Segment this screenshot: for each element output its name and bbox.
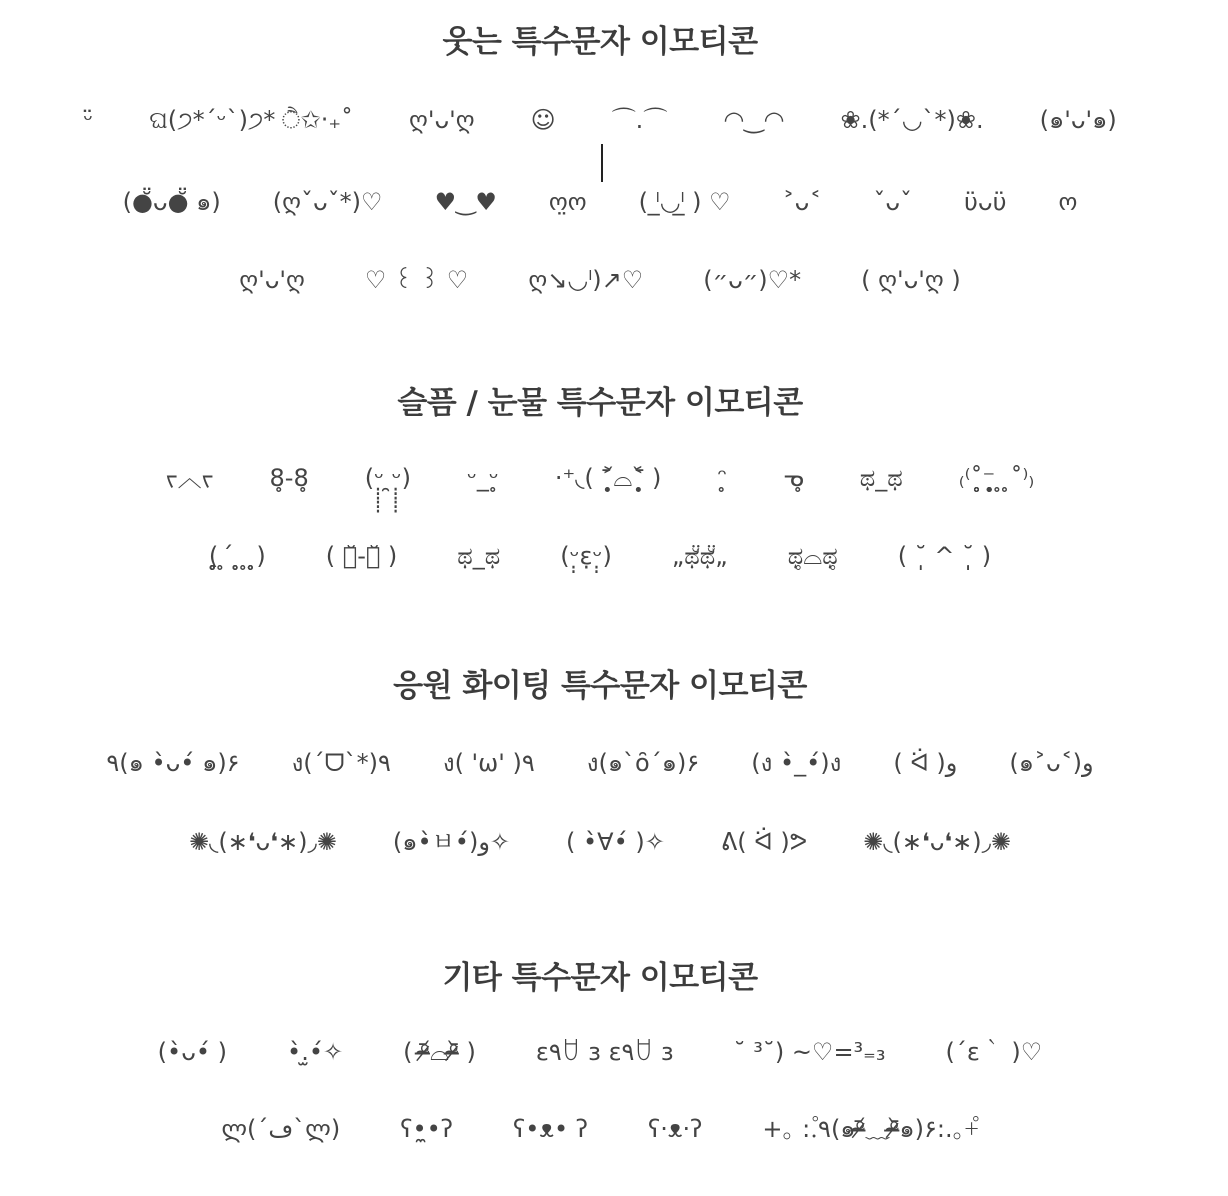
emoticon-row [0,456,1200,500]
emoticon-item[interactable]: ღ↘◡ˡ)↗♡ [528,266,644,294]
emoticon-item[interactable]: (ᵕ̣̣̣̣̣̣ ̯ᵕ̣̣̣̣̣̣) [364,464,411,492]
emoticon-item[interactable]: ᕕ( ᐛ )ᕗ [720,828,808,856]
section-title: 응원 화이팅 특수문자 이모티콘 [393,668,807,704]
emoticon-item[interactable]: ❀.(*´◡`*)❀. [840,106,984,134]
emoticon-item[interactable]: (๑•̀ㅂ•́)و✧ [392,828,511,856]
emoticon-item[interactable]: ง( 'ω' )٩ [442,749,535,777]
emoticon-item[interactable]: ·⁺◟( ˃̣̣̥᷄⌓˂̣̣̥᷅ ) [554,464,662,492]
emoticon-row [0,534,1200,578]
emoticon-item[interactable]: ˘ ³˘) ~♡=³₌₃ [733,1038,886,1066]
emoticon-item[interactable]: ˇᴗˇ [873,188,913,216]
text-cursor [601,144,603,182]
emoticon-item[interactable]: ε٩ꇴ з ε٩ꇴ з [535,1038,674,1066]
emoticon-item[interactable]: ง(๑`ȏ´๑)۶ [586,749,700,777]
emoticon-item[interactable]: ( ・̆-・̆ ) [325,542,398,570]
emoticon-item[interactable]: ᓀ̥ [783,464,804,492]
emoticon-item[interactable]: ო̤ო [548,188,587,216]
section-title: 기타 특수문자 이모티콘 [442,960,758,996]
emoticon-item[interactable]: ˃ᴗ˂ [782,188,822,216]
emoticon-item[interactable]: ☺ [530,106,556,134]
emoticon-item[interactable]: (●̆̈ᴗ●̆̈ ๑) [122,188,221,216]
section-title: 슬픔 / 눈물 특수문자 이모티콘 [397,385,803,421]
emoticon-item[interactable]: ( ˡ̲◡ˡ̲ ) ♡ [638,188,731,216]
emoticon-item[interactable]: ( •̀∀•́ )✧ [566,828,665,856]
emoticon-item[interactable]: ( ᐛ )و [893,749,958,777]
emoticon-item[interactable]: ( ˘̩̩̩̩ ^ ˘̩̩̩̩ ) [897,542,992,570]
emoticon-item[interactable]: (•̀ᴗ•́ ) [157,1038,228,1066]
emoticon-item[interactable]: ᵕ̈ [83,106,94,134]
emoticon-item[interactable]: ღ'ᴗ'ღ [409,106,475,134]
emoticon-item[interactable]: (ღˇᴗˇ*)♡ [272,188,383,216]
emoticon-item[interactable]: ϋᴗϋ [964,188,1007,216]
emoticon-item[interactable]: ʕ•̼•ʔ [400,1115,454,1143]
emoticon-row [0,741,1200,785]
emoticon-item[interactable]: ( ღ'ᴗ'ღ ) [861,266,961,294]
emoticon-item[interactable]: (๑'ᴗ'๑) [1039,106,1117,134]
emoticon-item[interactable]: ง(´ᗜ`*)٩ [291,749,391,777]
emoticon-item[interactable]: (̥̥̥̥̥̥̥̥ ̥ ́ ̥̥̥̥̥ ̥ ̥̥̥̥) [208,542,266,570]
emoticon-item[interactable]: ⌒.⌒ [611,106,668,134]
emoticon-item[interactable]: (ง •̀_•́)ง [751,749,842,777]
emoticon-item[interactable]: (ᵕ̣̣ε̣̣ᵕ̣̣) [560,542,612,570]
emoticon-item[interactable]: 8̥-8̥ [269,464,309,492]
emoticon-item[interactable]: ಥ̥⌓ಥ̥ [787,542,838,570]
emoticon-item[interactable]: ლ(´ڡ`ლ) [221,1115,341,1143]
emoticon-item[interactable]: ᵔ̥ [717,464,728,492]
emoticon-item[interactable]: ◠‿◠ [723,106,785,134]
emoticon-item[interactable]: •̀.̫•́✧ [287,1038,344,1066]
emoticon-item[interactable]: (״ᴗ״)♡* [703,266,802,294]
emoticon-row [0,1030,1200,1074]
section-title: 웃는 특수문자 이모티콘 [442,24,758,60]
emoticon-item[interactable]: ✺◟(∗❛ᴗ❛∗)◞✺ [188,828,337,856]
emoticon-item[interactable]: ♥‿♥ [434,188,497,216]
emoticon-item[interactable]: ✺◟(∗❛ᴗ❛∗)◞✺ [863,828,1012,856]
emoticon-item[interactable]: ( ᵒ̴̶̷᷄⌓ᵒ̴̶̷᷅ ) [403,1038,476,1066]
emoticon-row [0,98,1200,142]
emoticon-row [0,180,1200,224]
emoticon-item[interactable]: ♡ ꒰ ꒱ ♡ [364,266,469,294]
emoticon-item[interactable]: ღ'ᴗ'ღ [239,266,305,294]
emoticon-item[interactable]: +｡ :.゚٩(๑ᵒ̴̶̷᷄﹏ᵒ̴̶̷᷅๑)۶:.｡+゚ [762,1115,979,1143]
emoticon-item[interactable]: ٩(๑ •̀ᴗ•́ ๑)۶ [106,749,240,777]
emoticon-row [0,258,1200,302]
emoticon-item[interactable]: ო [1058,188,1078,216]
emoticon-item[interactable]: (´ε｀ )♡ [945,1038,1043,1066]
emoticon-item[interactable]: ₍⁽˚̥̥̥̥⁻̣̣̣̣̥̥̥̥ ̥ ̥˚⁾₎ [958,464,1035,492]
emoticon-item[interactable]: ᠵ︿ᠵ [165,464,214,492]
emoticon-item[interactable]: ᵕ_ᵕ̥ [466,464,499,492]
emoticon-item[interactable]: ʕ•ᴥ• ʔ [513,1115,589,1143]
emoticon-item[interactable]: (๑˃ᴗ˂)ﻭ [1009,749,1094,777]
emoticon-item[interactable]: ಥ_ಥ [859,464,903,492]
emoticon-row [0,820,1200,864]
emoticon-row [0,1107,1200,1151]
emoticon-item[interactable]: ʕ·ᴥ·ʔ [648,1115,703,1143]
emoticon-item[interactable]: „ಥ̆̈ಥ̆̈„ [671,542,728,570]
emoticon-item[interactable]: ଘ(੭*ˊᵕˋ)੭* ੈ✩‧₊˚ [149,106,354,134]
emoticon-item[interactable]: ಥ_ಥ [457,542,501,570]
